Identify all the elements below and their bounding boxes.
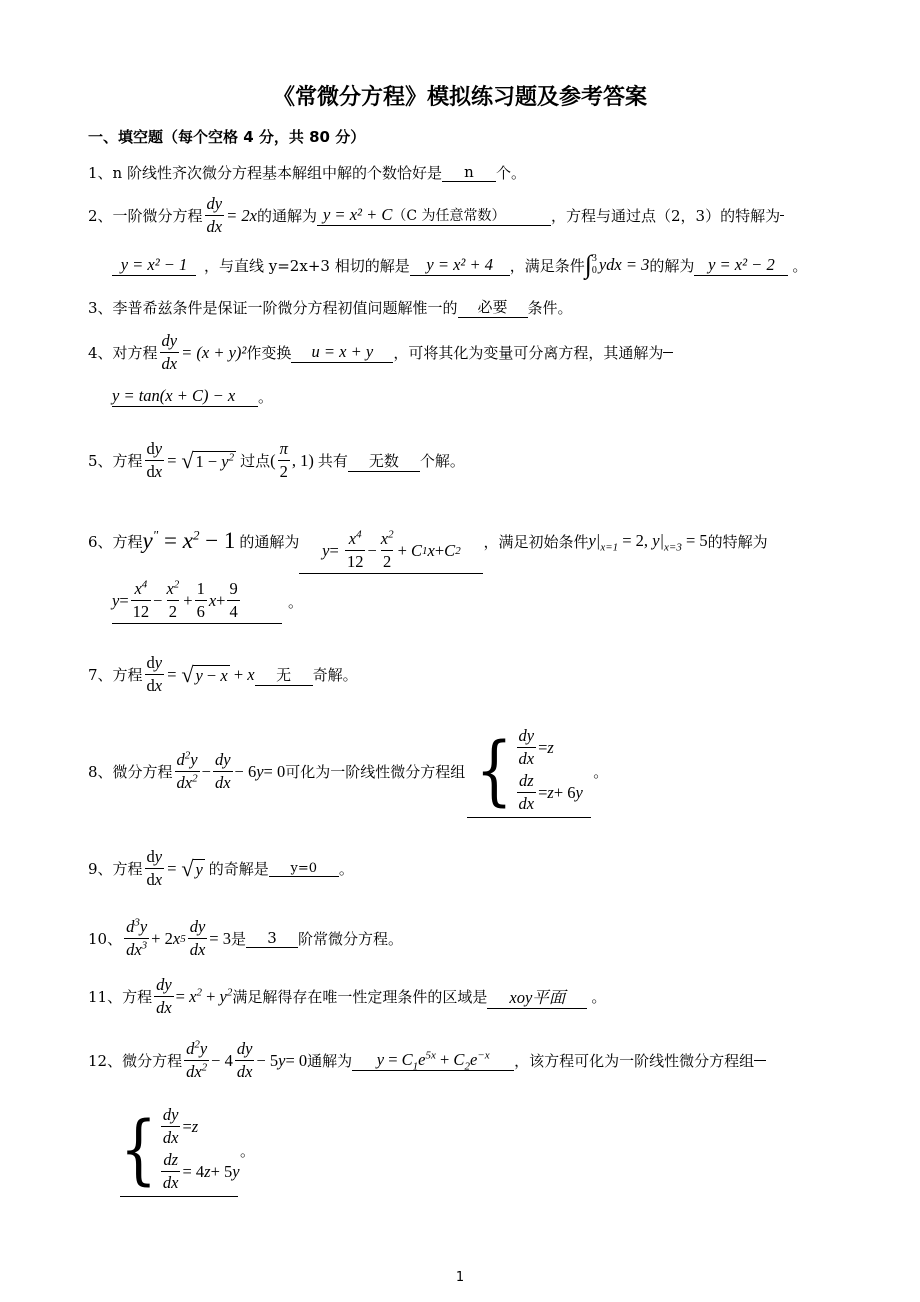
- q9-end: 。: [338, 860, 354, 878]
- integral-upper-limit: 3: [591, 253, 597, 264]
- q4-answer-2: [112, 386, 258, 407]
- q12-t2: ，该方程可化为一阶线性微分方程组: [514, 1052, 755, 1070]
- q2-ans4-expr: y = x² − 2: [708, 254, 775, 274]
- question-1: [88, 162, 526, 183]
- q12-system-eq-2: $\frac{dz}{dx}$ = 4 z + 5 y: [162, 1150, 240, 1192]
- q6-end: 。: [288, 592, 304, 611]
- q12-answer-2: [120, 1104, 238, 1197]
- q12-equation: $\frac{d^2y}{dx^2}$ − 4 $\frac{dy}{dx}$ − 5 y = 0: [186, 1038, 308, 1081]
- q10-num: 10、: [88, 930, 123, 948]
- q6-ans1-expr: y = $\frac{x^4}{12}$ − $\frac{x^2}{2}$ + C 1 x + C 2: [322, 528, 461, 571]
- q6-conditions: $y|_{x=1} = 2$, $y|_{x=3} = 5$: [588, 531, 708, 554]
- q4-t1: 作变换: [246, 344, 292, 362]
- section-heading: 一、填空题（每个空格 4 分，共 80 分）: [88, 128, 366, 146]
- q2-t4: ，满足条件: [509, 256, 585, 275]
- q8-equation: $\frac{d^2y}{dx^2}$ − $\frac{dy}{dx}$ − 6 y = 0: [176, 749, 286, 792]
- q3-post: 条件。: [527, 298, 573, 317]
- q10-post: 阶常微分方程。: [297, 930, 403, 948]
- q5-fraction: $\frac{dy}{dx}$: [146, 439, 163, 481]
- q3-answer: 必要: [458, 296, 528, 318]
- q10-equation: $\frac{d^3y}{dx^3}$ + 2 x 5 $\frac{dy}{dx}$ = 3: [126, 916, 231, 959]
- q4-end: 。: [258, 388, 274, 406]
- q11-fraction: $\frac{dy}{dx}$: [156, 975, 172, 1017]
- q8-num: 8、微分方程: [88, 763, 173, 781]
- q8-system: [476, 725, 583, 815]
- q2-t1: 的通解为: [256, 207, 317, 225]
- q2-answer-2: [112, 255, 196, 276]
- q4-fraction: $\frac{dy}{dx}$: [161, 331, 178, 373]
- q2-ans2-expr: y = x² − 1: [120, 254, 188, 274]
- q12-system: [120, 1104, 240, 1194]
- q12-t1: 通解为: [307, 1052, 353, 1070]
- integral-limits: [592, 253, 597, 277]
- question-4: [88, 330, 673, 375]
- q6-equation: $y^" = x^2 - 1$: [142, 527, 236, 553]
- q12-system-eq-1: $\frac{dy}{dx}$ = z: [162, 1105, 199, 1147]
- question-6: [88, 508, 768, 574]
- q2-t5: 的解为: [649, 256, 695, 275]
- q5-point: ( $\frac{\pi}{2}$ , 1): [270, 439, 314, 481]
- q2-end: 。: [792, 256, 808, 275]
- q8-system-eq-2: $\frac{dz}{dx}$ = z + 6 y: [518, 771, 583, 813]
- q11-answer: xoy平面: [487, 984, 587, 1009]
- q5-t1: 过点: [240, 452, 271, 470]
- q8-t1: 可化为一阶线性微分方程组: [285, 763, 466, 781]
- q4-num: 4、对方程: [88, 344, 158, 362]
- q2-ans1-note: （C 为任意常数）: [392, 208, 506, 224]
- question-8: [88, 725, 608, 818]
- q11-t1: 满足解得存在唯一性定理条件的区域是: [232, 988, 488, 1006]
- question-10: [88, 916, 403, 961]
- q2-t3: ，与直线 y=2x+3 相切的解是: [204, 256, 410, 275]
- q4-t2: ，可将其化为变量可分离方程，其通解为: [393, 344, 664, 362]
- q11-eq-rhs: = $x^2 + y^2$: [175, 986, 233, 1006]
- q7-fraction: $\frac{dy}{dx}$: [146, 653, 163, 695]
- q8-system-eq-1: $\frac{dy}{dx}$ = z: [518, 726, 554, 768]
- q6-t2: ，满足初始条件: [483, 532, 589, 551]
- question-3: [88, 296, 573, 318]
- q5-t2: 共有: [317, 452, 348, 470]
- q2-trailing-blank: [780, 215, 784, 216]
- q7-num: 7、方程: [88, 666, 143, 684]
- q12-answer-1: [352, 1050, 514, 1071]
- q10-answer: 3: [246, 929, 298, 948]
- q7-post: 奇解。: [312, 666, 358, 684]
- left-brace-icon: {: [475, 725, 513, 815]
- question-7: [88, 652, 358, 697]
- question-5: [88, 438, 465, 483]
- question-4-line-2: [112, 386, 273, 407]
- question-6-line-2: [112, 578, 303, 624]
- q9-fraction: $\frac{dy}{dx}$: [146, 847, 163, 889]
- q8-answer: [467, 725, 591, 818]
- q2-fraction: $\frac{dy}{dx}$: [206, 194, 223, 236]
- q7-answer: 无: [255, 664, 313, 686]
- q2-ans3-expr: y = x² + 4: [426, 254, 494, 274]
- q5-answer: 无数: [348, 450, 420, 472]
- integral-sign-icon: ∫: [584, 250, 592, 279]
- left-brace-icon: {: [120, 1104, 157, 1194]
- q2-num: 2、一阶微分方程: [88, 207, 203, 225]
- integral-lower-limit: 0: [591, 265, 597, 276]
- q12-trailing-blank: [754, 1060, 766, 1061]
- q9-num: 9、方程: [88, 860, 143, 878]
- q6-t3: 的特解为: [707, 532, 768, 551]
- q2-integral: [585, 250, 650, 280]
- question-12: [88, 1038, 766, 1083]
- q6-answer-1: [299, 528, 483, 574]
- q7-sqrt: √ y − x: [181, 661, 228, 687]
- q9-t1: 的奇解是: [208, 860, 269, 878]
- q4-answer-1: [291, 342, 393, 363]
- q7-plus-x: + x: [233, 664, 255, 684]
- q12-num: 12、微分方程: [88, 1052, 183, 1070]
- q6-ans2-expr: y = $\frac{x^4}{12}$ − $\frac{x^2}{2}$ + $\frac{1}{6}$ x + $\frac{9}{4}$: [112, 578, 238, 621]
- q7-eq: =: [166, 664, 182, 684]
- q2-condition: ydx = 3: [598, 255, 650, 274]
- q1-answer: n: [442, 163, 496, 182]
- q1-post: 个。: [495, 164, 526, 182]
- sqrt-icon: √: [181, 855, 194, 881]
- q2-t2: ，方程与通过点（2，3）的特解为: [550, 207, 781, 225]
- q9-sqrt: √ y: [181, 855, 203, 881]
- q4-ans2-expr: y = tan(x + C) − x: [112, 386, 236, 405]
- q9-eq: =: [166, 858, 182, 878]
- question-2-line-2: [112, 250, 807, 280]
- q2-eq-rhs: = 2x: [226, 205, 257, 225]
- q2-answer-4: [694, 255, 788, 276]
- q11-end: 。: [591, 988, 607, 1006]
- question-12-line-2: [120, 1104, 255, 1197]
- q9-answer: y=0: [269, 861, 339, 877]
- q4-ans1-expr: u = x + y: [311, 342, 374, 361]
- q8-end: 。: [593, 763, 609, 781]
- q6-answer-2: [112, 578, 282, 624]
- q4-trailing-blank: [663, 352, 673, 353]
- question-11: [88, 974, 606, 1019]
- q2-answer-3: [410, 255, 510, 276]
- page-title: 《常微分方程》模拟练习题及参考答案: [272, 85, 647, 110]
- question-9: [88, 846, 354, 891]
- page-number: 1: [455, 1270, 465, 1285]
- q5-eq: =: [166, 450, 182, 470]
- q4-eq-rhs: = (x + y)²: [181, 342, 247, 362]
- q2-ans1-expr: y = x² + C: [322, 205, 393, 224]
- q2-answer-1: [317, 205, 551, 226]
- sqrt-icon: √: [181, 661, 194, 687]
- q5-sqrt: √ $1 - y^2$: [181, 447, 235, 473]
- q12-end: 。: [240, 1142, 256, 1160]
- question-2: [88, 193, 784, 238]
- q5-post: 个解。: [419, 452, 465, 470]
- q3-text: 3、李普希兹条件是保证一阶微分方程初值问题解惟一的: [88, 298, 458, 317]
- q1-text: 1、n 阶线性齐次微分方程基本解组中解的个数恰好是: [88, 164, 442, 182]
- q5-num: 5、方程: [88, 452, 143, 470]
- q11-num: 11、方程: [88, 988, 153, 1006]
- q10-t1: 是: [230, 930, 246, 948]
- q6-num: 6、方程: [88, 532, 143, 551]
- sqrt-icon: √: [181, 447, 194, 473]
- q6-t1: 的通解为: [239, 532, 300, 551]
- q12-ans1-expr: $y = C_1e^{5x} + C_2e^{-x}$: [376, 1049, 490, 1073]
